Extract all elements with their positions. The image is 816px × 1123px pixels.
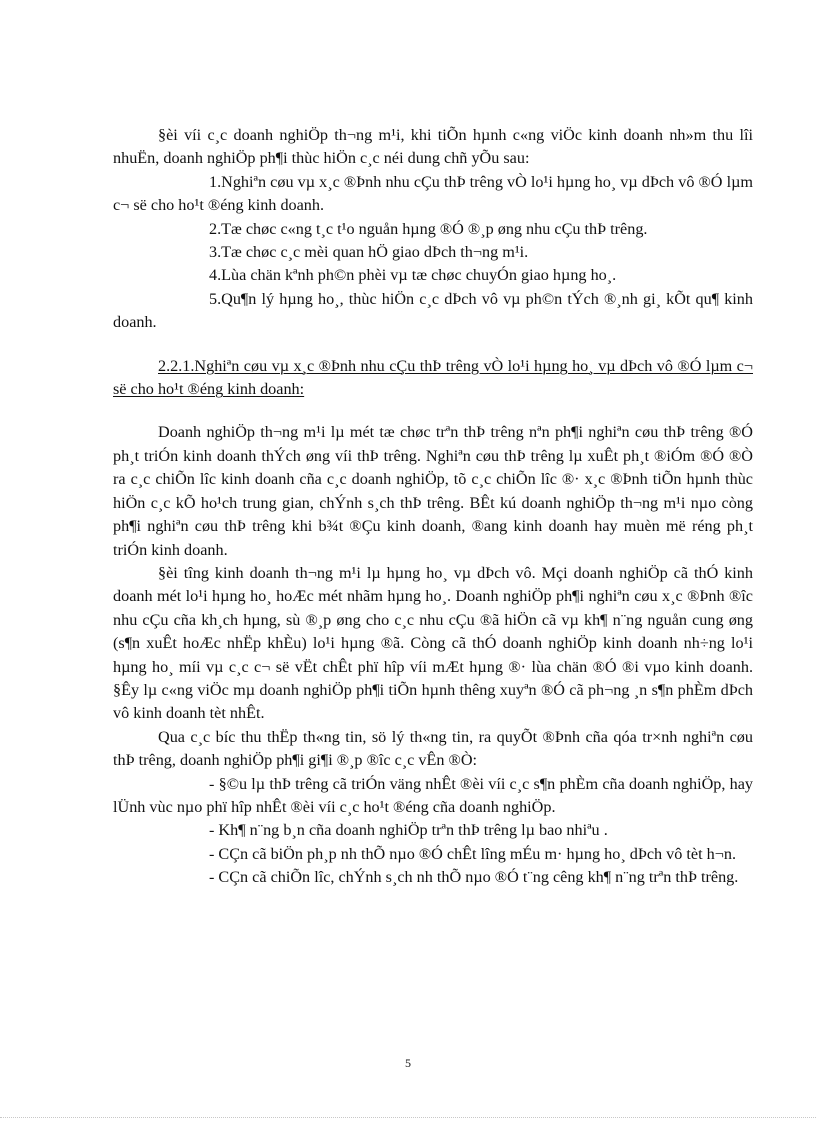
bullet-item-3: - CÇn cã biÖn ph¸p nh thÕ nµo ®Ó chÊt lîng mÉu m· hµng ho¸ dÞch vô tèt h¬n.	[209, 844, 737, 863]
body-text	[113, 124, 753, 890]
bullet-item-1: - §©u lµ thÞ trêng cã triÓn väng nhÊt ®èi víi c¸c s¶n phÈm cña doanh nghiÖp, hay lÜnh vùc nµo phï hîp nhÊt ®èi víi c¸c ho¹t ®éng cña doanh nghiÖp.	[113, 774, 753, 816]
numbered-item-4: 4.Lùa chän kªnh ph©n phèi vµ tæ chøc chuyÓn giao hµng ho¸.	[209, 266, 617, 285]
numbered-item-5: 5.Qu¶n lý hµng ho¸, thùc hiÖn c¸c dÞch vô vµ ph©n tÝch ®¸nh gi¸ kÕt qu¶ kinh doanh.	[113, 289, 753, 332]
numbered-item-3: 3.Tæ chøc c¸c mèi quan hÖ giao dÞch th¬ng m¹i.	[209, 243, 529, 262]
page-bottom-rule	[0, 1117, 816, 1118]
section-heading: 2.2.1.Nghiªn cøu vµ x¸c ®Þnh nhu cÇu thÞ trêng vÒ lo¹i hµng ho¸ vµ dÞch vô ®Ó lµm c¬ së cho ho¹t ®éng kinh doanh:	[113, 356, 753, 399]
paragraph-2: §èi tîng kinh doanh th¬ng m¹i lµ hµng ho¸ vµ dÞch vô. Mçi doanh nghiÖp cã thÓ kinh doanh mét lo¹i hµng ho¸ hoÆc mét nhãm hµng ho¸. Doanh nghiÖp ph¶i nghiªn cøu x¸c ®Þnh ®îc nhu cÇu cña kh¸ch hµng, sù ®¸p øng cho c¸c nhu cÇu ®ã hiÖn cã vµ kh¶ n¨ng nguån cung øng (s¶n xuÊt hoÆc nhËp khÈu) lo¹i hµng ®ã. Còng cã thÓ doanh nghiÖp kinh doanh nh÷ng lo¹i hµng ho¸ míi vµ c¸c c¬ së vËt chÊt phï hîp víi mÆt hµng ®· lùa chän ®Ó ®i vµo kinh doanh. §Êy lµ c«ng viÖc mµ doanh nghiÖp ph¶i tiÕn hµnh thêng xuyªn ®Ó cã ph¬ng ¸n s¶n phÈm dÞch vô kinh doanh tèt nhÊt.	[113, 563, 753, 723]
numbered-item-1: 1.Nghiªn cøu vµ x¸c ®Þnh nhu cÇu thÞ trêng vÒ lo¹i hµng ho¸ vµ dÞch vô ®Ó lµm c¬ së cho ho¹t ®éng kinh doanh.	[113, 172, 753, 215]
page-number: 5	[405, 1056, 411, 1070]
bullet-item-2: - Kh¶ n¨ng b¸n cña doanh nghiÖp trªn thÞ trêng lµ bao nhiªu .	[209, 821, 608, 840]
paragraph-1: Doanh nghiÖp th¬ng m¹i lµ mét tæ chøc trªn thÞ trêng nªn ph¶i nghiªn cøu thÞ trêng ®Ó ph¸t triÓn kinh doanh thÝch øng víi thÞ trêng. Nghiªn cøu thÞ trêng lµ xuÊt ph¸t ®iÓm ®Ó ®Ò ra c¸c chiÕn lîc kinh doanh cña c¸c doanh nghiÖp, tõ c¸c chiÕn lîc ®· x¸c ®Þnh tiÕn hµnh thùc hiÖn c¸c kÕ ho¹ch trung gian, chÝnh s¸ch thÞ trêng. BÊt kú doanh nghiÖp th¬ng m¹i nµo còng ph¶i nghiªn cøu thÞ trêng khi b¾t ®Çu kinh doanh, ®ang kinh doanh hay muèn më réng ph¸t triÓn kinh doanh.	[113, 423, 753, 559]
bullet-item-4: - CÇn cã chiÕn lîc, chÝnh s¸ch nh thÕ nµo ®Ó t¨ng cêng kh¶ n¨ng trªn thÞ trêng.	[209, 868, 739, 887]
paragraph-3: Qua c¸c bíc thu thËp th«ng tin, sö lý th«ng tin, ra quyÕt ®Þnh cña qóa tr×nh nghiªn cøu thÞ trêng, doanh nghiÖp ph¶i gi¶i ®¸p ®îc c¸c vÊn ®Ò:	[113, 727, 753, 770]
numbered-item-2: 2.Tæ chøc c«ng t¸c t¹o nguån hµng ®Ó ®¸p øng nhu cÇu thÞ trêng.	[209, 219, 648, 238]
intro-paragraph: §èi víi c¸c doanh nghiÖp th¬ng m¹i, khi tiÕn hµnh c«ng viÖc kinh doanh nh»m thu lîi nhuËn, doanh nghiÖp ph¶i thùc hiÖn c¸c néi dung chñ yÕu sau:	[113, 126, 753, 168]
